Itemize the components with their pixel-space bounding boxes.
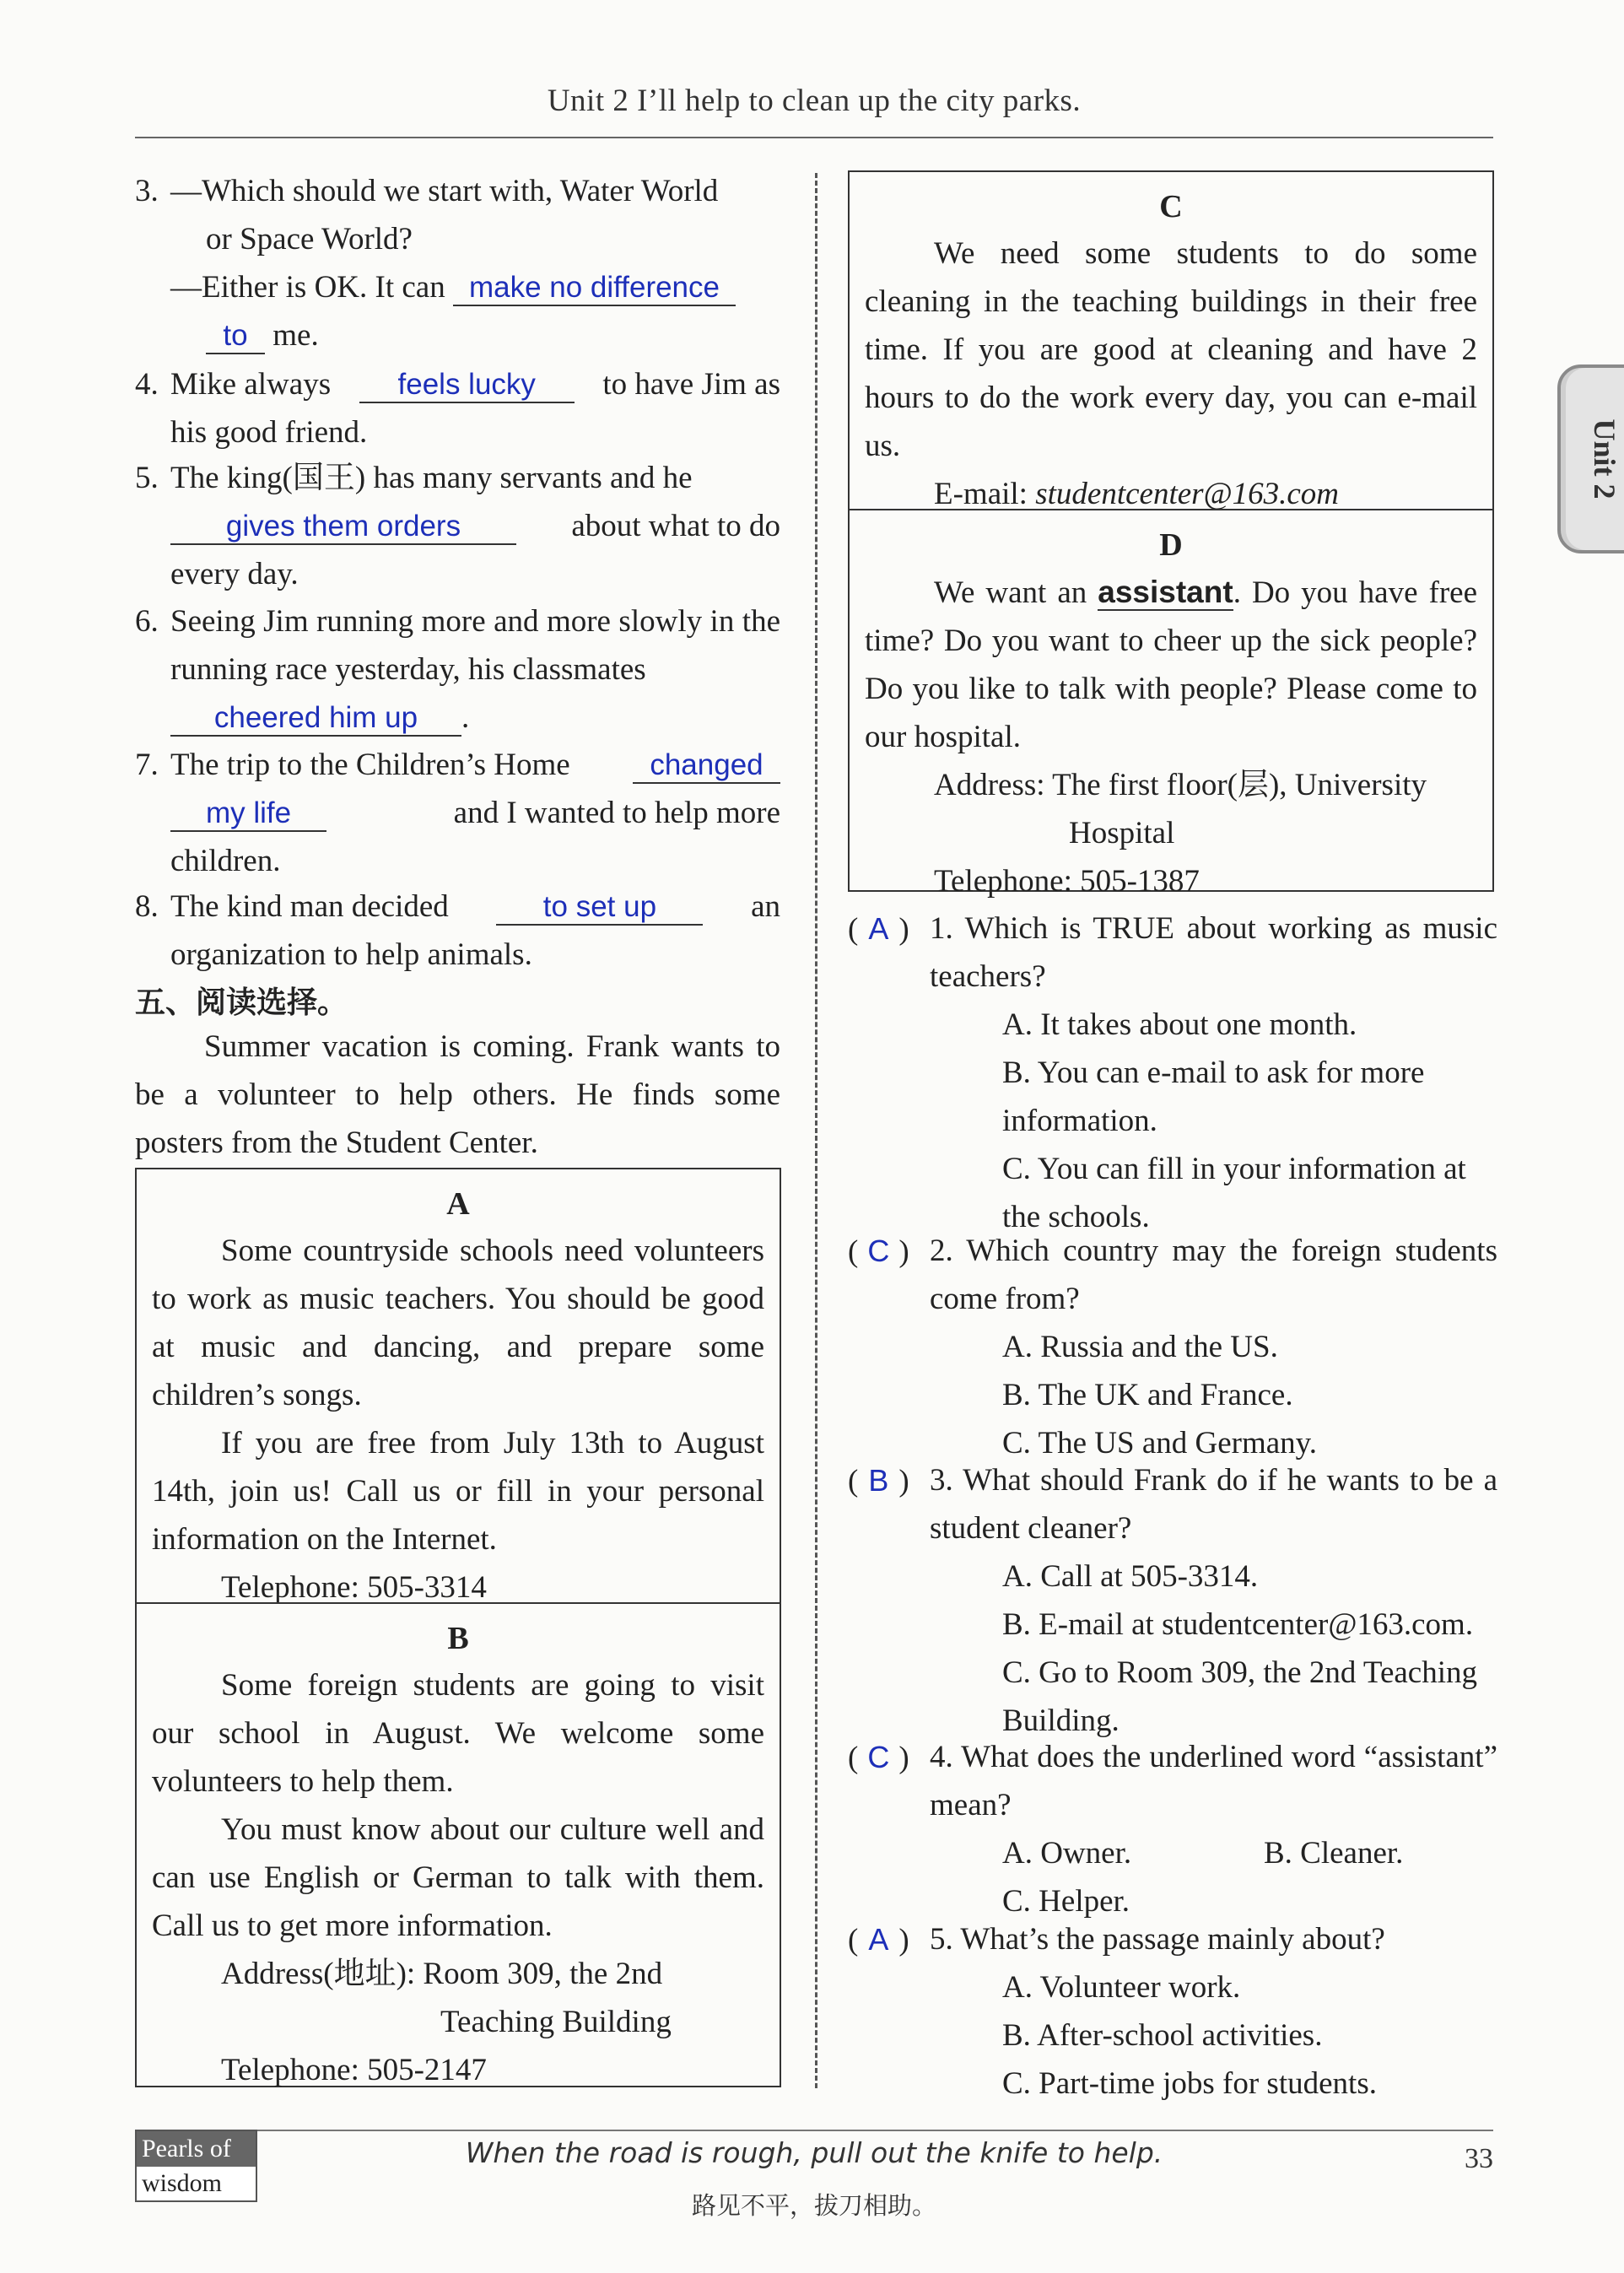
item-text: Mike always [170, 367, 332, 402]
answer-bracket: ( B ) [848, 1456, 925, 1505]
poster-title: C [1159, 189, 1183, 224]
question-2 [848, 1227, 1497, 1467]
badge-bottom-text: wisdom [137, 2167, 256, 2200]
answer-bracket: ( A ) [848, 1915, 925, 1964]
answer-letter: A [868, 911, 889, 946]
poster-email: studentcenter@163.com [1035, 477, 1339, 511]
item-text: Seeing Jim running more and more slowly in the running race yesterday, his classmates [170, 604, 780, 687]
question-5 [848, 1915, 1497, 2108]
question-number: 3. [930, 1463, 953, 1498]
poster-title: D [1159, 527, 1183, 563]
answer-blank: my life [170, 796, 326, 832]
question-stem: What’s the passage mainly about? [960, 1922, 1385, 1957]
poster-paragraph: We need some students to do some cleaning in the teaching buildings in their free time. If you are good at cleaning and have 2 hours to do the work every day, you can e-mail us. [865, 236, 1477, 463]
poster-paragraph: . Do you have free time? Do you want to cheer up the sick people? Do you like to talk with people? Please come to our hospital. [865, 575, 1478, 754]
poster-d [848, 509, 1494, 899]
poster-email-label: E-mail: [934, 477, 1028, 511]
page-number: 33 [1465, 2143, 1493, 2174]
poster-address: Address(地址): Room 309, the 2nd [221, 1957, 663, 1991]
item-text: me. [272, 318, 319, 353]
question-stem: What does the underlined word “assistant” mean? [930, 1740, 1498, 1822]
option-c: C. You can fill in your information at the schools. [1002, 1152, 1466, 1234]
poster-b [135, 1602, 781, 2087]
item-number: 4. [135, 367, 159, 402]
option-c: C. Go to Room 309, the 2nd Teaching Building. [1002, 1655, 1477, 1738]
answer-bracket: ( A ) [848, 904, 925, 953]
poster-address: Teaching Building [440, 2005, 672, 2039]
proverb-chinese: 路见不平，拔刀相助。 [691, 2191, 936, 2220]
poster-paragraph: You must know about our culture well and can use English or German to talk with them. Call us to get more information. [152, 1812, 764, 1943]
item-text: —Which should we start with, Water World [170, 174, 719, 208]
fill-in-item-7 [135, 741, 780, 885]
answer-letter: C [867, 1740, 890, 1774]
column-divider [815, 173, 817, 2088]
option-c: C. The US and Germany. [1002, 1426, 1318, 1460]
poster-c [848, 170, 1494, 510]
item-number: 7. [135, 748, 159, 782]
item-text: . [461, 700, 470, 735]
option-b: B. E-mail at studentcenter@163.com. [1002, 1607, 1474, 1642]
question-number: 2. [930, 1234, 953, 1268]
answer-blank: feels lucky [359, 368, 575, 403]
item-text: The king(国王) has many servants and he [170, 461, 693, 495]
footer-rule [135, 2130, 1493, 2131]
option-c: C. Helper. [1002, 1884, 1130, 1919]
poster-telephone: Telephone: 505-3314 [221, 1570, 487, 1605]
unit-side-tab [1557, 364, 1624, 553]
item-text: every day. [170, 557, 299, 591]
item-text: The trip to the Children’s Home [170, 748, 570, 782]
item-text: organization to help animals. [170, 937, 532, 972]
answer-letter: A [868, 1922, 889, 1957]
poster-paragraph: We want an [934, 575, 1087, 610]
option-b: B. Cleaner. [1264, 1836, 1404, 1871]
question-number: 5. [930, 1922, 953, 1957]
question-stem: Which country may the foreign students come from? [930, 1234, 1497, 1316]
answer-blank: to set up [496, 890, 703, 926]
fill-in-item-6 [135, 597, 780, 742]
fill-in-item-5 [135, 454, 780, 598]
question-number: 1. [930, 911, 953, 946]
fill-in-item-4 [135, 360, 780, 456]
pearls-of-wisdom-badge [135, 2130, 257, 2202]
answer-bracket: ( C ) [848, 1733, 925, 1782]
section-title: 五、阅读选择。 [135, 985, 348, 1020]
answer-blank: to [206, 319, 265, 354]
poster-title: A [446, 1186, 470, 1222]
question-1 [848, 904, 1497, 1241]
reading-intro: Summer vacation is coming. Frank wants to be a volunteer to help others. He finds some posters from the Student Center. [135, 1029, 780, 1160]
unit-side-tab-label: Unit 2 [1588, 418, 1621, 499]
answer-letter: C [867, 1234, 890, 1268]
option-b: B. The UK and France. [1002, 1378, 1293, 1412]
item-number: 5. [135, 461, 159, 495]
item-text: his good friend. [170, 415, 368, 450]
item-text: children. [170, 844, 281, 878]
item-text: an [751, 889, 780, 924]
item-number: 3. [135, 174, 159, 208]
poster-paragraph: If you are free from July 13th to August 14th, join us! Call us or fill in your personal information on the Internet. [152, 1426, 764, 1557]
item-text: —Either is OK. It can [170, 270, 445, 305]
item-text: or Space World? [206, 222, 413, 256]
poster-telephone: Telephone: 505-2147 [221, 2053, 487, 2087]
answer-letter: B [868, 1463, 889, 1498]
poster-title: B [447, 1621, 469, 1656]
answer-blank: cheered him up [170, 701, 461, 737]
item-text: and I wanted to help more [453, 796, 780, 830]
question-4 [848, 1733, 1497, 1925]
proverb-english: When the road is rough, pull out the knife to help. [465, 2136, 1163, 2169]
item-text: to have Jim as [602, 367, 780, 402]
fill-in-item-3 [135, 167, 780, 359]
badge-top-text: Pearls of [137, 2131, 256, 2167]
option-a: A. It takes about one month. [1002, 1007, 1357, 1042]
answer-blank: make no difference [453, 271, 736, 306]
poster-address: Address: The first floor(层), University [934, 768, 1427, 802]
header-rule [135, 137, 1493, 138]
option-b: B. You can e-mail to ask for more information. [1002, 1056, 1425, 1138]
item-number: 6. [135, 604, 159, 639]
option-a: A. Russia and the US. [1002, 1330, 1278, 1364]
page-title: Unit 2 I’ll help to clean up the city parks. [547, 84, 1082, 118]
item-text: about what to do [571, 509, 780, 543]
answer-bracket: ( C ) [848, 1227, 925, 1276]
item-text: The kind man decided [170, 889, 449, 924]
option-b: B. After-school activities. [1002, 2018, 1323, 2053]
option-a: A. Call at 505-3314. [1002, 1559, 1259, 1594]
question-3 [848, 1456, 1497, 1745]
option-a: A. Volunteer work. [1002, 1970, 1241, 2005]
poster-address: Hospital [1069, 816, 1175, 850]
poster-paragraph: Some countryside schools need volunteers to work as music teachers. You should be good at music and dancing, and prepare some children’s songs. [152, 1234, 764, 1412]
item-number: 8. [135, 889, 159, 924]
option-a: A. Owner. [1002, 1836, 1132, 1871]
question-stem: Which is TRUE about working as music teachers? [930, 911, 1497, 994]
option-c: C. Part-time jobs for students. [1002, 2066, 1377, 2101]
question-stem: What should Frank do if he wants to be a student cleaner? [930, 1463, 1498, 1546]
fill-in-item-8 [135, 883, 780, 979]
poster-telephone: Telephone: 505-1387 [934, 864, 1200, 899]
answer-blank: changed [633, 748, 780, 784]
answer-blank: gives them orders [170, 510, 516, 545]
poster-a [135, 1168, 781, 1604]
poster-paragraph: Some foreign students are going to visit our school in August. We welcome some volunteers to help them. [152, 1668, 764, 1799]
question-number: 4. [930, 1740, 953, 1774]
underlined-word: assistant [1098, 575, 1233, 609]
